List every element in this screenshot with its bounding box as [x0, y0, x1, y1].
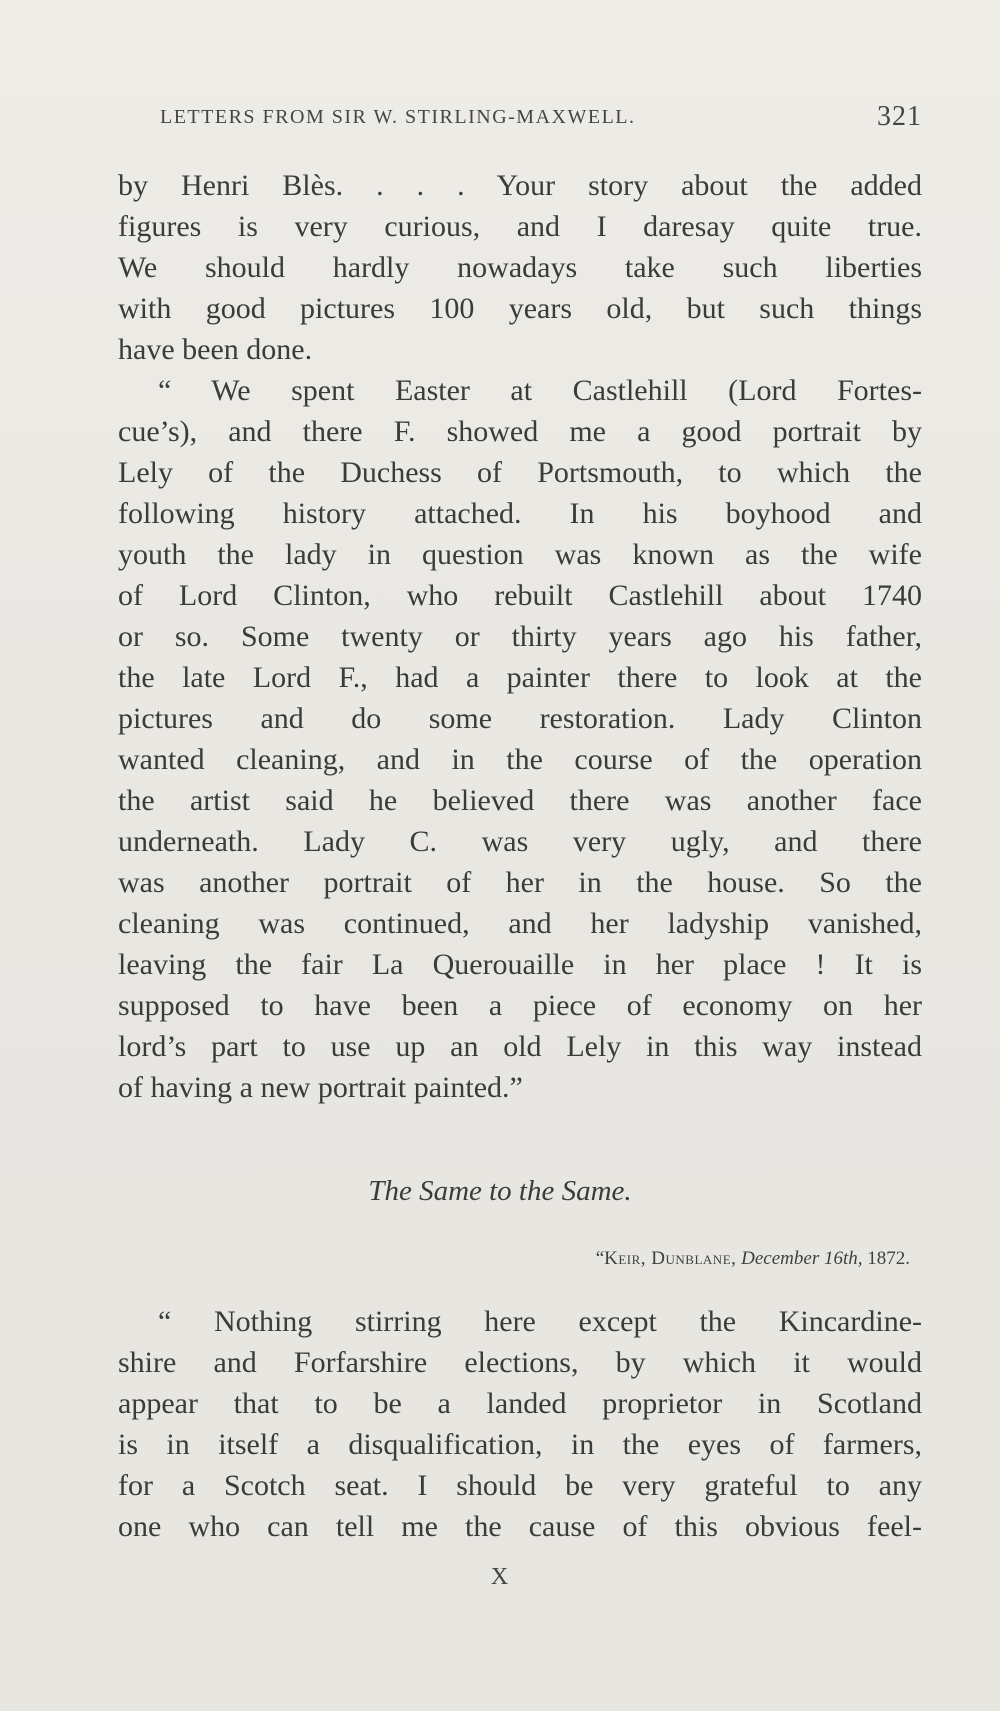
text-line: appear that to be a landed proprietor in Scotland [118, 1387, 922, 1420]
text-line: underneath. Lady C. was very ugly, and there [118, 825, 922, 858]
text-line: of Lord Clinton, who rebuilt Castlehill about 1740 [118, 579, 922, 612]
text-line: shire and Forfarshire elections, by which it would [118, 1346, 922, 1379]
text-line: youth the lady in question was known as the wife [118, 538, 922, 571]
text-line: of having a new portrait painted.” [118, 1071, 523, 1104]
text-line: by Henri Blès. . . . Your story about the added [118, 169, 922, 202]
letter-dateline [300, 1248, 910, 1270]
text-line: have been done. [118, 333, 313, 366]
dateline-year: 1872. [867, 1248, 910, 1269]
text-line: “ Nothing stirring here except the Kincardine- [158, 1305, 922, 1338]
text-line: or so. Some twenty or thirty years ago his father, [118, 620, 922, 653]
text-line: is in itself a disqualification, in the eyes of farmers, [118, 1428, 922, 1461]
signature-mark: X [490, 1564, 510, 1590]
text-line: cue’s), and there F. showed me a good portrait by [118, 415, 922, 448]
dateline-place: Keir, Dunblane, [604, 1248, 737, 1269]
text-line: for a Scotch seat. I should be very grateful to any [118, 1469, 922, 1502]
dateline-date: December 16th, [741, 1248, 863, 1269]
text-line: was another portrait of her in the house. So the [118, 866, 922, 899]
text-line: Lely of the Duchess of Portsmouth, to which the [118, 456, 922, 489]
text-line: figures is very curious, and I daresay quite true. [118, 210, 922, 243]
text-line: following history attached. In his boyhood and [118, 497, 922, 530]
text-line: “ We spent Easter at Castlehill (Lord Fortes- [158, 374, 922, 407]
running-head-title: LETTERS FROM SIR W. STIRLING-MAXWELL. [160, 106, 636, 128]
running-head [160, 101, 922, 136]
text-line: pictures and do some restoration. Lady Clinton [118, 702, 922, 735]
text-line: the artist said he believed there was another face [118, 784, 922, 817]
page-number: 321 [877, 101, 922, 132]
text-line: the late Lord F., had a painter there to look at the [118, 661, 922, 694]
text-line: supposed to have been a piece of economy on her [118, 989, 922, 1022]
text-line: We should hardly nowadays take such liberties [118, 251, 922, 284]
text-line: one who can tell me the cause of this obvious feel- [118, 1510, 922, 1543]
section-heading: The Same to the Same. [368, 1175, 632, 1207]
text-line: wanted cleaning, and in the course of the operation [118, 743, 922, 776]
text-line: lord’s part to use up an old Lely in this way instead [118, 1030, 922, 1063]
text-line: cleaning was continued, and her ladyship vanished, [118, 907, 922, 940]
text-line: leaving the fair La Querouaille in her place ! It is [118, 948, 922, 981]
text-line: with good pictures 100 years old, but such things [118, 292, 922, 325]
dateline-quote: “ [595, 1248, 605, 1269]
